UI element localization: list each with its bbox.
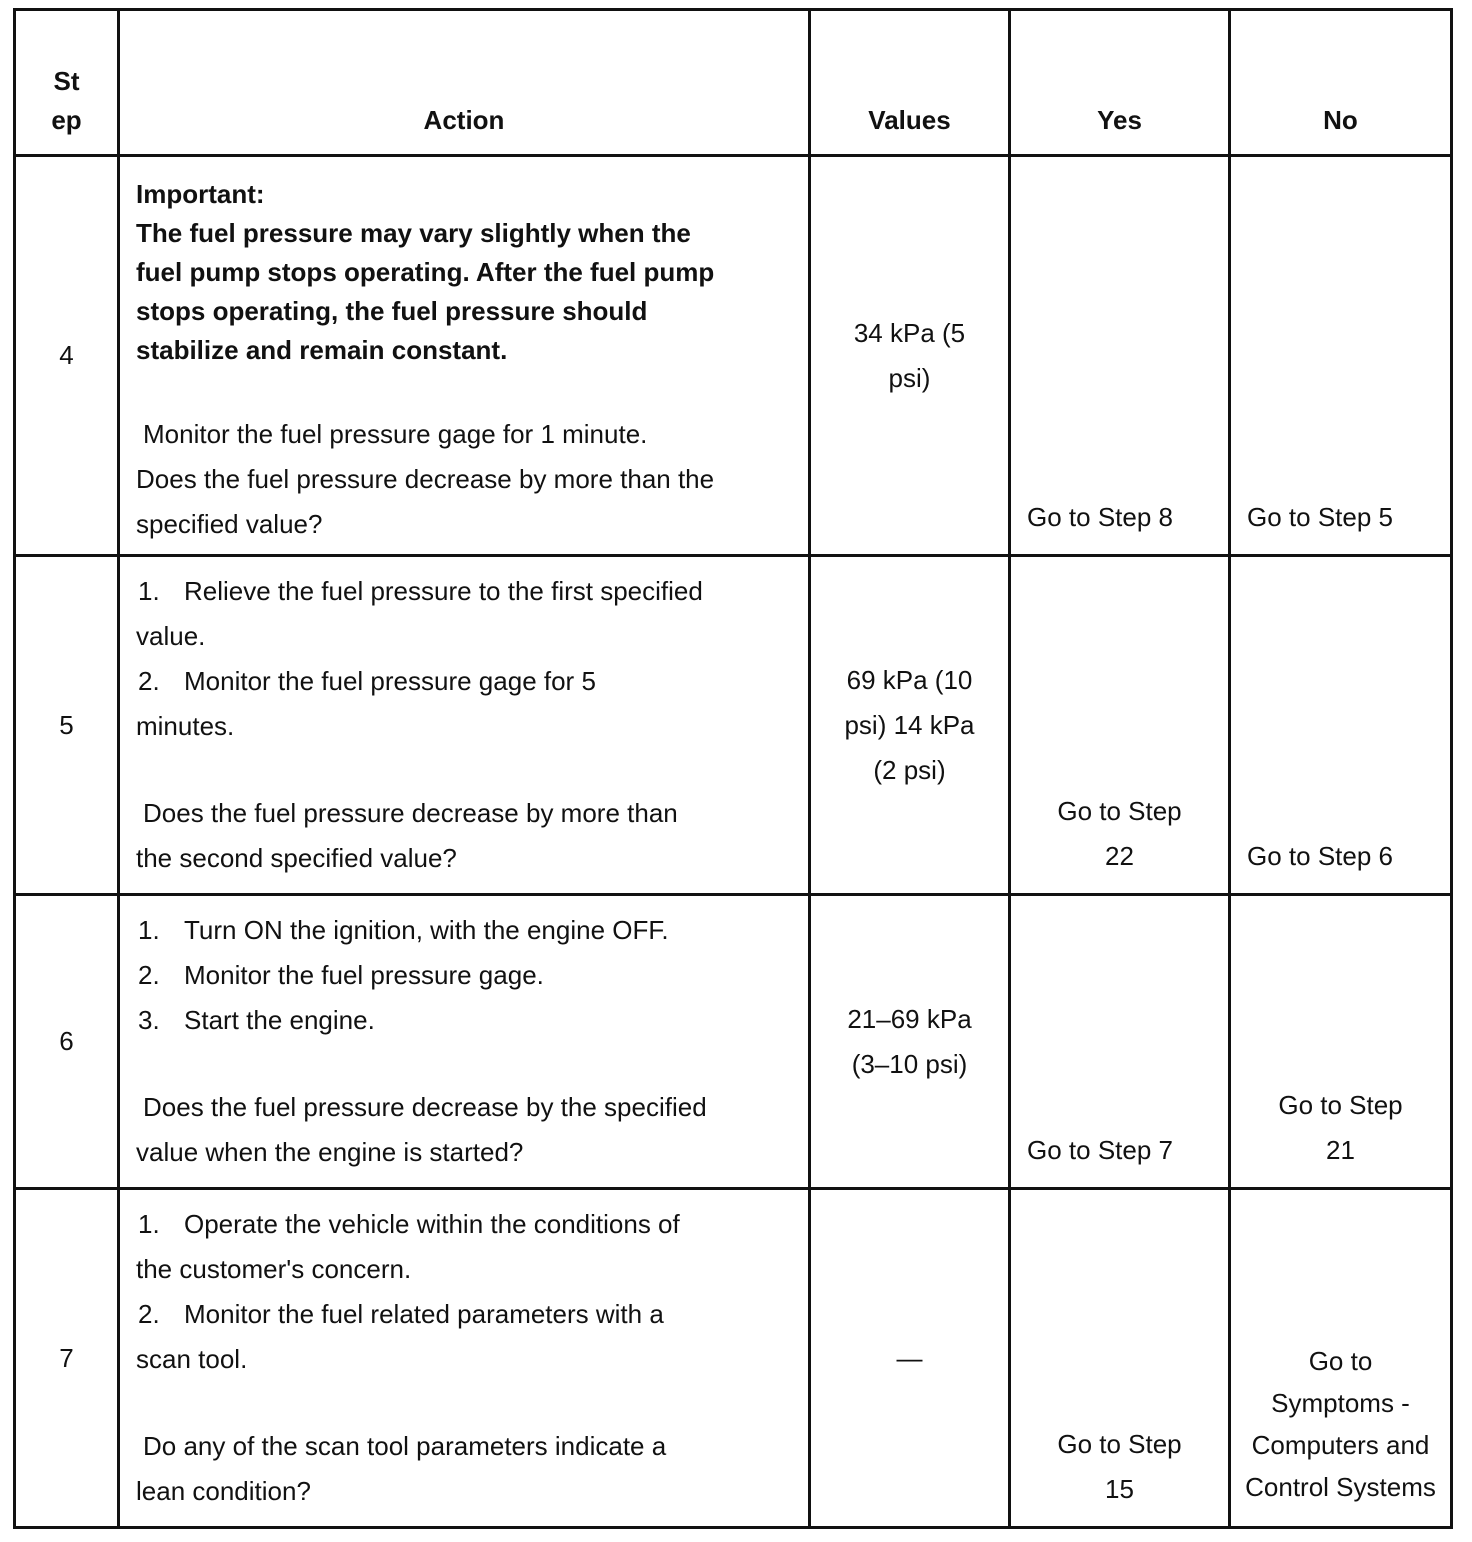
list-text: Turn ON the ignition, with the engine OFF. — [184, 915, 669, 945]
list-number: 2. — [138, 666, 160, 696]
yes-cell — [1010, 895, 1230, 1189]
no-link-line[interactable]: Symptoms - — [1271, 1388, 1410, 1418]
list-item — [136, 908, 794, 953]
no-cell — [1230, 1189, 1452, 1528]
no-link[interactable]: Go to Step 5 — [1247, 502, 1393, 532]
values-line: — — [896, 1342, 923, 1373]
list-item — [136, 1292, 794, 1337]
no-link-line[interactable]: 21 — [1326, 1135, 1355, 1165]
list-item — [136, 1202, 794, 1247]
list-text: Monitor the fuel pressure gage. — [184, 960, 544, 990]
no-cell — [1230, 556, 1452, 895]
yes-cell — [1010, 156, 1230, 556]
list-item — [136, 953, 794, 998]
header-no: No — [1230, 10, 1452, 156]
header-yes: Yes — [1010, 10, 1230, 156]
list-number: 1. — [138, 576, 160, 606]
list-text: Operate the vehicle within the conditions of — [184, 1209, 680, 1239]
yes-link-line[interactable]: Go to Step — [1057, 1429, 1182, 1459]
question-line: Does the fuel pressure decrease by more than the — [136, 464, 715, 494]
important-line: fuel pump stops operating. After the fuel pump — [136, 257, 715, 287]
important-line: The fuel pressure may vary slightly when the — [136, 218, 691, 248]
no-cell — [1230, 156, 1452, 556]
header-step-line1: St — [53, 66, 80, 96]
list-text-continued: minutes. — [136, 711, 235, 741]
yes-link-line[interactable]: Go to Step — [1057, 796, 1182, 826]
yes-cell — [1010, 556, 1230, 895]
question-line: the second specified value? — [136, 843, 457, 873]
values-line: (3–10 psi) — [851, 1048, 968, 1079]
list-text: Start the engine. — [184, 1005, 375, 1035]
action-cell — [119, 1189, 810, 1528]
instruction-text: Monitor the fuel pressure gage for 1 minute. — [143, 419, 648, 449]
list-number: 1. — [138, 1209, 160, 1239]
values-line: 34 kPa (5 — [853, 317, 966, 348]
values-cell — [810, 556, 1010, 895]
list-number: 3. — [138, 1005, 160, 1035]
question-line: lean condition? — [136, 1476, 311, 1506]
table-row — [15, 1189, 1452, 1528]
list-number: 1. — [138, 915, 160, 945]
no-link-line[interactable]: Go to Step — [1278, 1090, 1403, 1120]
list-text-continued: the customer's concern. — [136, 1254, 412, 1284]
no-link[interactable]: Go to Step 6 — [1247, 841, 1393, 871]
header-step-line2: ep — [51, 105, 82, 135]
no-link-line[interactable]: Control Systems — [1245, 1472, 1436, 1502]
list-text: Monitor the fuel pressure gage for 5 — [184, 666, 596, 696]
action-cell — [119, 156, 810, 556]
list-item — [136, 569, 794, 614]
step-number: 4 — [15, 156, 119, 556]
no-link-line[interactable]: Computers and — [1251, 1430, 1430, 1460]
important-label: Important: — [136, 179, 265, 209]
table-row — [15, 556, 1452, 895]
header-action: Action — [119, 10, 810, 156]
list-text: Monitor the fuel related parameters with a — [184, 1299, 664, 1329]
list-number: 2. — [138, 1299, 160, 1329]
important-note — [136, 175, 794, 370]
diagnostic-table — [13, 8, 1453, 1529]
yes-cell — [1010, 1189, 1230, 1528]
values-line: psi) — [888, 362, 931, 393]
step-number: 5 — [15, 556, 119, 895]
values-cell — [810, 156, 1010, 556]
question-line: Does the fuel pressure decrease by more than — [143, 798, 678, 828]
values-line: 21–69 kPa — [847, 1003, 972, 1034]
table-row — [15, 156, 1452, 556]
list-number: 2. — [138, 960, 160, 990]
question-line: Does the fuel pressure decrease by the specified — [143, 1092, 707, 1122]
list-text-continued: scan tool. — [136, 1344, 248, 1374]
list-text-continued: value. — [136, 621, 206, 651]
question-line: specified value? — [136, 509, 323, 539]
yes-link[interactable]: Go to Step 7 — [1027, 1135, 1173, 1165]
action-cell — [119, 895, 810, 1189]
important-line: stops operating, the fuel pressure should — [136, 296, 648, 326]
table-row — [15, 895, 1452, 1189]
values-cell — [810, 1189, 1010, 1528]
list-item — [136, 659, 794, 704]
yes-link-line[interactable]: 15 — [1105, 1474, 1134, 1504]
header-values: Values — [810, 10, 1010, 156]
question-line: value when the engine is started? — [136, 1137, 524, 1167]
table-header-row — [15, 10, 1452, 156]
no-link-line[interactable]: Go to — [1308, 1346, 1373, 1376]
step-number: 7 — [15, 1189, 119, 1528]
values-line: (2 psi) — [873, 754, 946, 785]
important-line: stabilize and remain constant. — [136, 335, 508, 365]
values-line: 69 kPa (10 — [846, 664, 973, 695]
values-line: psi) 14 kPa — [844, 709, 975, 740]
list-item — [136, 998, 794, 1043]
question-line: Do any of the scan tool parameters indicate a — [143, 1431, 667, 1461]
list-text: Relieve the fuel pressure to the first specified — [184, 576, 703, 606]
no-cell — [1230, 895, 1452, 1189]
values-cell — [810, 895, 1010, 1189]
yes-link-line[interactable]: 22 — [1105, 841, 1134, 871]
step-number: 6 — [15, 895, 119, 1189]
header-step — [15, 10, 119, 156]
action-cell — [119, 556, 810, 895]
yes-link[interactable]: Go to Step 8 — [1027, 502, 1173, 532]
